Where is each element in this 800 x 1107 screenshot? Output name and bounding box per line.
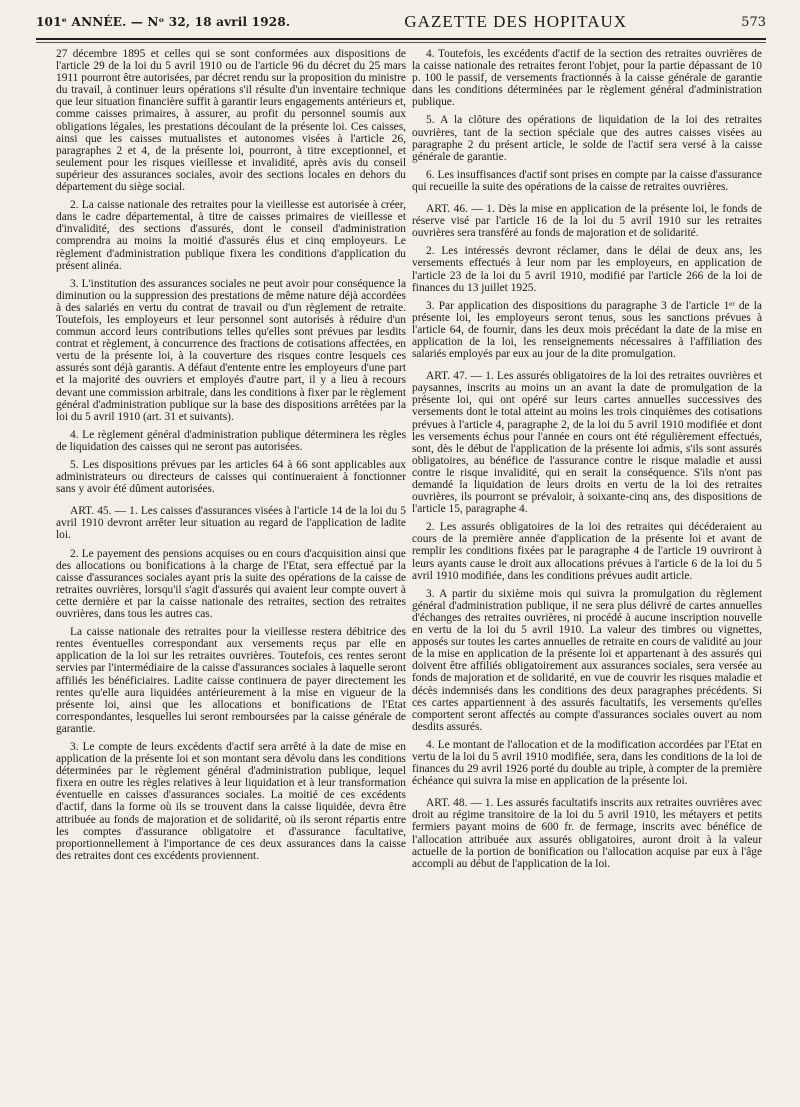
- paragraph: 2. Le payement des pensions acquises ou en cours d'acquisition ainsi que des allocations ou bonifications à la charge de l'Etat, sera effectué par la caisse d'assurances sociales ayant pris la suite des opérations de la caisse de retraites ouvrières, lorsqu'il s'agit d'assurés qui avaient leur compte ouvert à cette dernière et par la caisse nationale des retraites, section des retraites ouvrières, dans tous les autres cas.: [56, 547, 406, 621]
- article-paragraph: ART. 47. — 1. Les assurés obligatoires de la loi des retraites ouvrières et paysannes, inscrits au moins un an avant la date de promulgation de la présente loi, qui ont opéré sur leurs cartes annuelles successives des versements dont le total atteint au moins les trois cinquièmes des cotisations prévues à l'article 4, paragraphe 2, de la loi du 5 avril 1910 modifiée et dont les versements échus pour l'année en cours ont été régulièrement effectués, sont, dès le début de l'application de la présente loi admis, s'ils sont assurés obligatoires, au bénéfice de l'assurance contre le risque maladie et aussi contre le risque invalidité, qui en serait la conséquence. S'ils n'ont pas demandé la liquidation de leurs droits en vertu de la loi des retraites ouvrières, ils pourront se prévaloir, à soixante-cinq ans, des dispositions de l'article 15, paragraphe 4.: [412, 370, 762, 516]
- article-paragraph: ART. 48. — 1. Les assurés facultatifs inscrits aux retraites ouvrières avec droit au régime transitoire de la loi du 5 avril 1910, les métayers et petits fermiers payant moins de 600 fr. de fermage, inscrits avec bénéfice de l'allocation attribuée aux assurés obligatoires, auront droit à la valeur actuelle de la portion de bonification ou l'allocation acquise par eux à l'âge accompli au début de l'application de la loi.: [412, 797, 762, 870]
- paragraph: 4. Le règlement général d'administration publique déterminera les règles de liquidation des caisses qui ne seront pas autorisées.: [56, 428, 406, 453]
- header-rule-thin: [36, 42, 766, 43]
- paragraph: 2. Les assurés obligatoires de la loi des retraites qui décéderaient au cours de la première année d'application de la présente loi et avant de remplir les conditions fixées par le paragraphe 4 de l'article 19 ouvriront à leurs ayants cause le droit aux allocations prévues à l'article 6 de la loi du 5 avril 1910 modifiée, dans les conditions prévues audit article.: [412, 521, 762, 582]
- right-column: [412, 48, 762, 876]
- header-rule: [36, 38, 766, 40]
- paragraph: 4. Toutefois, les excédents d'actif de la section des retraites ouvrières de la caisse nationale des retraites feront l'objet, pour la partie dépassant de 10 p. 100 le passif, de versements fractionnés à la caisse générale de garantie dans les conditions déterminées par le règlement général d'administration publique.: [412, 48, 762, 109]
- paragraph: 4. Le montant de l'allocation et de la modification accordées par l'Etat en vertu de la loi du 5 avril 1910 modifiée, sera, dans les conditions de la loi de finances du 29 avril 1926 porté du double au triple, à compter de la première échéance qui suivra la mise en application de la présente loi.: [412, 738, 762, 788]
- article-paragraph: ART. 45. — 1. Les caisses d'assurances visées à l'article 14 de la loi du 5 avril 1910 devront arrêter leur situation au regard de l'application de ladite loi.: [56, 505, 406, 542]
- page-header: [36, 8, 766, 36]
- paragraph: 6. Les insuffisances d'actif sont prises en compte par la caisse d'assurance qui recueille la suite des opérations de la caisse de retraites ouvrières.: [412, 168, 762, 193]
- journal-title: GAZETTE DES HOPITAUX: [404, 12, 628, 31]
- issue-info: 101ᵉ ANNÉE. — Nᵒ 32, 18 avril 1928.: [36, 15, 291, 29]
- article-paragraph: ART. 46. — 1. Dès la mise en application de la présente loi, le fonds de réserve visé par l'article 16 de la loi du 5 avril 1910 sur les retraites ouvrières sera transféré au fonds de majoration et de solidarité.: [412, 203, 762, 240]
- paragraph: 2. La caisse nationale des retraites pour la vieillesse est autorisée à créer, dans le cadre départemental, à titre de caisses primaires de vieillesse et d'invalidité, des sections d'assurés, dont le conseil d'administration comprendra au moins la moitié d'assurés élus et cinq employeurs. Le règlement d'administration publique fixera les conditions d'application du présent alinéa.: [56, 199, 406, 272]
- paragraph: 27 décembre 1895 et celles qui se sont conformées aux dispositions de l'article 29 de la loi du 5 avril 1910 ou de l'article 96 du décret du 25 mars 1911 pourront être autorisées, par décret rendu sur la proposition du ministre du travail, à continuer leurs opérations s'il résulte d'un inventaire technique que leur situation financière suffit à garantir leurs engagements antérieurs et, comme caisses primaires, à assurer, au profit du personnel soumis aux obligations légales, les prestations découlant de la présente loi. Ces caisses, ainsi que les caisses mutualistes et autonomes visées à l'article 26, paragraphes 2 et 4, de la présente loi, pourront, à titre exceptionnel, et seulement pour les risques vieillesse et invalidité, après avis du conseil supérieur des assurances sociales, avoir des sections locales en dehors du département du siège social.: [56, 48, 406, 194]
- paragraph: 5. A la clôture des opérations de liquidation de la loi des retraites ouvrières, tant de la section spéciale que des autres caisses visées au paragraphe 2 du présent article, le solde de l'actif sera versé à la caisse générale de garantie.: [412, 114, 762, 163]
- paragraph: 3. L'institution des assurances sociales ne peut avoir pour conséquence la diminution ou la suppression des prestations de même nature déjà accordées à des salariés en vertu du contrat de travail ou d'un règlement de retraite. Toutefois, les employeurs et leur personnel sont autorisés à réduire d'un commun accord leurs contributions telles qu'elles sont prévues par lesdits contrat et règlement, à concurrence des fractions de cotisations affectées, en vertu de la présente loi, à la couverture des risques contre lesquels ces assurés sont déjà garantis. A défaut d'entente entre les employeurs d'une part et la majorité des ouvriers et employés d'autre part, il y a lieu à recours devant une commission arbitrale, dans les conditions à fixer par le règlement général d'administration publique sur la base des dispositions arrêtées par la loi du 5 avril 1910 (art. 31 et suivants).: [56, 277, 406, 423]
- paragraph: 5. Les dispositions prévues par les articles 64 à 66 sont applicables aux administrateurs ou directeurs de caisses qui continueraient à fonctionner sans y avoir été dûment autorisées.: [56, 459, 406, 496]
- paragraph: La caisse nationale des retraites pour la vieillesse restera débitrice des rentes éventuelles correspondant aux versements reçus par elle en application de la loi sur les retraites ouvrières. Toutefois, ces rentes seront servies par l'intermédiaire de la caisse d'assurances sociales à laquelle seront affiliés les bénéficiaires. Ladite caisse continuera de payer directement les rentes qu'elle aura liquidées antérieurement à la mise en vigueur de la présente loi, ainsi que les allocations et bonifications de l'Etat correspondantes, lesquelles lui seront remboursées par la caisse générale de garantie.: [56, 626, 406, 735]
- page-number: 573: [741, 14, 766, 30]
- left-column: [56, 48, 406, 868]
- paragraph: 3. Par application des dispositions du paragraphe 3 de l'article 1ᵉʳ de la présente loi, les employeurs seront tenus, sous les sanctions prévues à l'article 64, de fournir, dans les deux mois précédant la date de la mise en application de la loi, les renseignements nécessaires à l'affiliation des salariés employés par eux au jour de la dite promulgation.: [412, 299, 762, 361]
- paragraph: 3. A partir du sixième mois qui suivra la promulgation du règlement général d'administration publique, il ne sera plus délivré de cartes annuelles d'échanges des retraites ouvrières, ni procédé à aucune inscription nouvelle en vertu de la loi du 5 avril 1910. La valeur des timbres ou vignettes, apposés sur toutes les cartes annuelles de retraite en cours de validité au jour de la mise en application de la présente loi et appartenant à des assurés qui doivent être affiliés obligatoirement aux assurances sociales, sera versée au fonds de majoration et de solidarité, en vue de couvrir les risques maladie et décès indemnisés dans les conditions des deux paragraphes précédents. Si ces cartes appartiennent à des assurés facultatifs, les versements qu'elles comportent seront affectés au compte d'assurances sociales ouvert au nom desdits assurés.: [412, 587, 762, 733]
- paragraph: 2. Les intéressés devront réclamer, dans le délai de deux ans, les versements effectués à leur nom par les employeurs, en application de l'article 23 de la loi du 5 avril 1910, modifié par l'article 266 de la loi de finances du 13 juillet 1925.: [412, 245, 762, 294]
- paragraph: 3. Le compte de leurs excédents d'actif sera arrêté à la date de mise en application de la présente loi et son montant sera dévolu dans les conditions déterminées par le règlement général d'administration publique, lequel fixera en outre les règles relatives à leur liquidation et à leur transformation éventuelle en caisses d'assurances sociales. La moitié de ces excédents d'actif, dans la forme où ils se trouvent dans la caisse liquidée, devra être attribuée au fonds de majoration et de solidarité, où ils seront répartis entre les comptes d'assurance obligatoire et d'assurance facultative, proportionnellement à l'importance de ces deux assurances dans la caisse des retraites dont ces excédents proviennent.: [56, 740, 406, 862]
